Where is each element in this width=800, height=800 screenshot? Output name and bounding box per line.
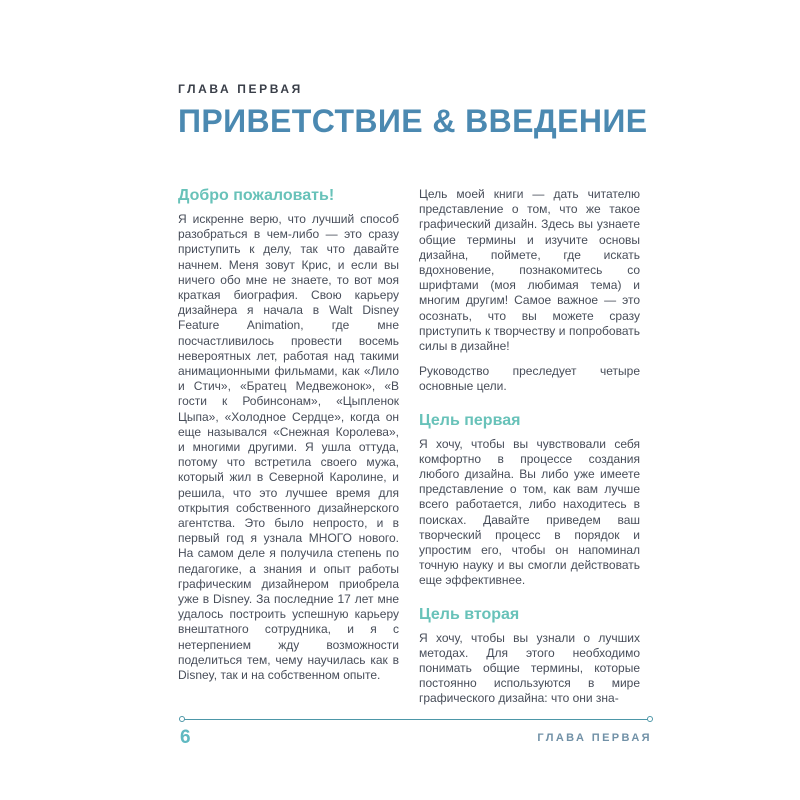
welcome-heading: Добро пожаловать! [178, 187, 335, 204]
divider-left-dot-icon [179, 716, 185, 722]
goal-two-paragraph: Я хочу, чтобы вы узнали о лучших методах. Для этого необходимо понимать общие термины, которые постоянно используются в мире графического дизайна: что они зна- [419, 630, 640, 706]
right-column [419, 187, 640, 707]
goal-one-paragraph: Я хочу, чтобы вы чувствовали себя комфортно в процессе создания любого дизайна. Вы либо уже имеете представление о том, как вам лучше всего работается, либо находитесь в поисках. Давайте приведем ваш творческий процесс в порядок и упростим его, чтобы он напоминал точную науку и вы смогли действовать еще эффективнее. [419, 436, 640, 588]
four-goals-paragraph: Руководство преследует четыре основные цели. [419, 364, 640, 394]
page-title: ПРИВЕТСТВИЕ & ВВЕДЕНИЕ [178, 103, 648, 139]
divider-right-dot-icon [647, 716, 653, 722]
footer-row [180, 728, 652, 747]
left-column [178, 187, 399, 707]
page-footer [180, 719, 652, 747]
text-columns [178, 187, 640, 707]
goal-one-heading: Цель первая [419, 411, 521, 429]
chapter-kicker: ГЛАВА ПЕРВАЯ [178, 82, 303, 96]
page-content [178, 82, 648, 707]
book-goal-paragraph: Цель моей книги — дать читателю представление о том, что же такое графический дизайн. Здесь вы узнаете общие термины и изучите основы дизайна, поймете, где искать вдохновение, познакомитесь со шрифтами (моя любимая тема) и многим другим! Самое важное — это осознать, что вы можете сразу приступить к творчеству и попробовать силы в дизайне! [419, 187, 640, 354]
chapter-header [178, 82, 648, 140]
goal-two-heading: Цель вторая [419, 605, 520, 623]
page-number: 6 [180, 727, 191, 748]
footer-divider [180, 719, 652, 720]
welcome-paragraph: Я искренне верю, что лучший способ разобраться в чем-либо — это сразу приступить к делу, так что давайте начнем. Меня зовут Крис, и если вы ничего обо мне не знаете, то вот моя краткая биография. Свою карьеру дизайнера я начала в Walt Disney Feature Animation, где мне посчастливилось провести восемь невероятных лет, работая над такими анимационными фильмами, как «Лило и Стич», «Братец Медвежонок», «В гости к Робинсонам», «Цыпленок Цыпа», «Холодное Сердце», когда он еще назывался «Снежная Королева», и многими другими. Я ушла оттуда, потому что встретила своего мужа, который жил в Северной Каролине, и решила, что это лучшее время для открытия собственного дизайнерского агентства. Это было непросто, и в первый год я узнала МНОГО нового. На самом деле я получила степень по педагогике, а знания и опыт работы графическим дизайнером приобрела уже в Disney. За последние 17 лет мне удалось построить успешную карьеру внештатного сотрудника, и я с нетерпением жду возможности поделиться тем, чему научилась как в Disney, так и на собственном опыте. [178, 212, 399, 683]
footer-chapter-label: ГЛАВА ПЕРВАЯ [537, 732, 652, 744]
